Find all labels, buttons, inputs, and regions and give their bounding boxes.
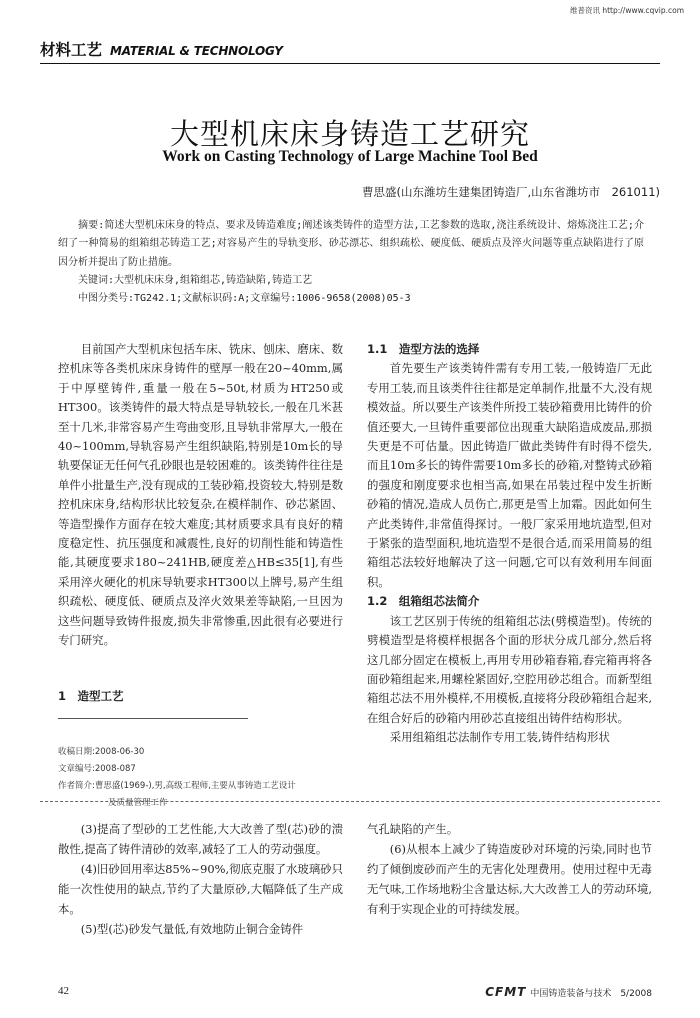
bottom-left-column xyxy=(58,819,343,939)
title-english: Work on Casting Technology of Large Machine Tool Bed xyxy=(162,148,538,165)
keywords-line: 关键词:大型机床床身,组箱组芯,铸造缺陷,铸造工艺 xyxy=(78,274,313,286)
list-item: (3)提高了型砂的工艺性能,大大改善了型(芯)砂的溃散性,提高了铸件清砂的效率,减轻了工人的劳动强度。 xyxy=(58,822,343,856)
list-item: (5)型(芯)砂发气量低,有效地防止铜合金铸件 xyxy=(80,922,304,936)
title-chinese: 大型机床床身铸造工艺研究 xyxy=(169,117,530,151)
author-line: 曹思盛(山东潍坊生建集团铸造厂,山东省潍坊市 261011) xyxy=(361,185,660,199)
author-bio: 作者简介:曹思盛(1969-),男,高级工程师,主要从事铸造工艺设计 xyxy=(58,781,296,791)
journal-name: 中国铸造装备与技术 5/2008 xyxy=(530,989,652,999)
header-en: MATERIAL & TECHNOLOGY xyxy=(110,44,283,58)
bottom-right-column xyxy=(367,819,652,919)
classification-line: 中图分类号:TG242.1;文献标识码:A;文章编号:1006-9658(2008)05-3 xyxy=(78,293,411,305)
author-bio-cont: 及质量管理工作 xyxy=(108,798,168,808)
left-column xyxy=(58,340,343,651)
list-item: (6)从根本上减少了铸造废砂对环境的污染,同时也节约了倾倒废砂而产生的无害化处理费用。使用过程中无毒无气味,工作场地粉尘含量达标,大大改善工人的劳动环境,有利于实现企业的可持续发展。 xyxy=(367,842,652,916)
watermark-text: 维普资讯 http://www.cqvip.com xyxy=(569,6,684,15)
list-item: 气孔缺陷的产生。 xyxy=(367,822,459,836)
header-rule xyxy=(40,63,660,64)
dashed-separator xyxy=(40,801,660,802)
intro-paragraph: 目前国产大型机床包括车床、铣床、刨床、磨床、数控机床等各类机床床身铸件的壁厚一般在20~40mm,属于中厚壁铸件,重量一般在5~50t,材质为HT250或HT300。该类铸件的最大特点是导轨较长,一般在几米甚至十几米,非常容易产生弯曲变形,且导轨非常厚大,一般在40~100mm,导轨容易产生组织缺陷,特别是10m长的导轨要保证无任何气孔砂眼也是较困难的。该类铸件往往是单件小批量生产,没有现成的工装砂箱,投资较大,特别是数控机床床身,结构形状比较复杂,在模样制作、砂芯紧固、等造型操作方面存在较大难度;其材质要求具有良好的精度稳定性、抗压强度和减震性,良好的切削性能和铸造性能,其硬度要求180~241HB,硬度差△HB≤35[1],有些采用淬火硬化的机床导轨要求HT300以上牌号,易产生组织疏松、硬度低、硬质点及淬火效果差等缺陷,一旦因为这些问题导致铸件报废,损失非常惨重,因此很有必要进行专门研究。 xyxy=(58,342,343,648)
header-zh: 材料工艺 xyxy=(40,41,103,59)
abstract-block xyxy=(58,217,644,308)
section-1-heading: 1 造型工艺 xyxy=(58,689,124,703)
received-date: 收稿日期:2008-06-30 xyxy=(58,747,145,757)
section-1-2-paragraph: 该工艺区别于传统的组箱组芯法(劈模造型)。传统的劈模造型是将模样根据各个面的形状分成几部分,然后将这几部分固定在模板上,再用专用砂箱舂箱,舂完箱再将各面砂箱组起来,用螺栓紧固好,空腔用砂芯组合。而新型组箱组芯法不用外模样,不用模板,直接将分段砂箱组合起来,在组合好后的砂箱内用砂芯直接组出铸件结构形状。 xyxy=(367,613,652,725)
footnote-rule xyxy=(58,718,248,719)
list-item: (4)旧砂回用率达85%~90%,彻底克服了水玻璃砂只能一次性使用的缺点,节约了大量原砂,大幅降低了生产成本。 xyxy=(58,862,343,916)
article-number: 文章编号:2008-087 xyxy=(58,764,136,774)
section-1-1-paragraph: 首先要生产该类铸件需有专用工装,一般铸造厂无此专用工装,而且该类件往往都是定单制作,批量不大,没有规模效益。所以要生产该类件所投工装砂箱费用比铸件的价值还要大,一旦铸件重要部位出现重大缺陷造成废品,那损失更是不可估量。因此铸造厂做此类铸件有时得不偿失,而且10m多长的铸件需要10m多长的砂箱,对整铸式砂箱的强度和刚度要求也相当高,如果在吊装过程中发生折断砂箱的情况,造成人员伤亡,那更是雪上加霜。因此如何生产此类铸件,非常值得探讨。一般厂家采用地坑造型,但对于紧张的造型面积,地坑造型不是很合适,而采用简易的组箱组芯法较好地解决了这一问题,它可以有效利用车间面积。 xyxy=(367,361,652,589)
page-number: 42 xyxy=(58,985,69,997)
section-1-1-heading: 1.1 造型方法的选择 xyxy=(367,342,480,356)
section-header xyxy=(40,38,283,60)
section-1-2-paragraph-2: 采用组箱组芯法制作专用工装,铸件结构形状 xyxy=(389,730,610,745)
right-column xyxy=(367,340,652,748)
section-1-2-heading: 1.2 组箱组芯法简介 xyxy=(367,594,480,609)
abstract-text: 摘要:简述大型机床床身的特点、要求及铸造难度;阐述该类铸件的造型方法,工艺参数的选取,浇注系统设计、熔炼浇注工艺;介绍了一种简易的组箱组芯铸造工艺;对容易产生的导轨变形、砂芯漂芯、组织疏松、硬度低、硬质点及淬火问题等重点缺陷进行了原因分析并提出了防止措施。 xyxy=(58,220,644,268)
journal-logo: CFMT xyxy=(485,985,527,999)
journal-footer xyxy=(485,985,652,999)
